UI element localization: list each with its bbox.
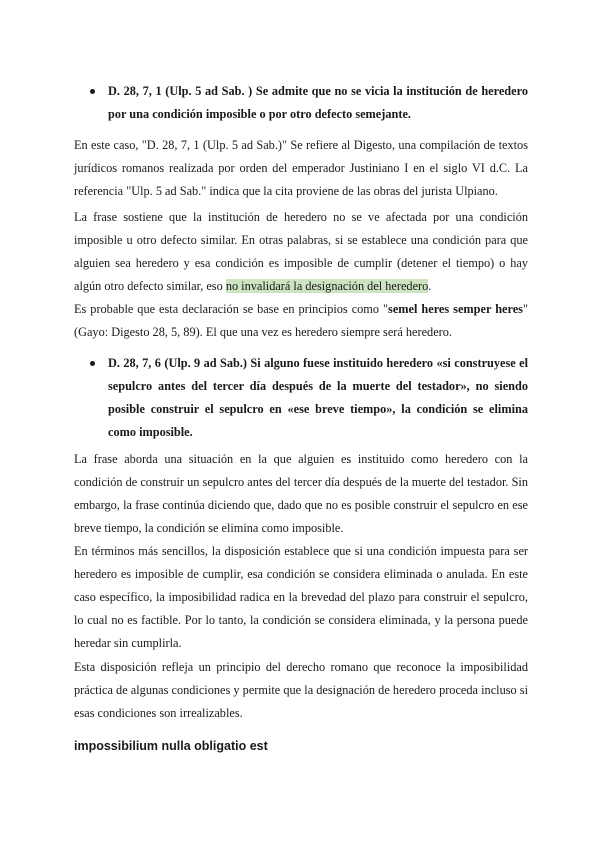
paragraph: En términos más sencillos, la disposición establece que si una condición impuesta para ser heredero es imposible de cumplir, esa condición se considera eliminada o anulada. En este caso específico, la imposibilidad radica en la brevedad del plazo para construir el sepulcro, lo cual no es factible. Por lo tanto, la condición se considera eliminada, y la persona puede heredar sin cumplirla. [74,544,528,650]
paragraph-text: " (Gayo: Digesto 28, 5, 89). El que una vez es heredero siempre será heredero. [74,302,528,339]
paragraph: La frase aborda una situación en la que alguien es instituido como heredero con la condición de construir un sepulcro antes del tercer día después de la muerte del testador. Sin embargo, la frase continúa diciendo que, dado que no es posible construir el sepulcro en ese breve tiempo, la condición se elimina como imposible. [74,452,528,535]
latin-maxim: semel heres semper heres [388,302,523,316]
bullet-text: D. 28, 7, 6 (Ulp. 9 ad Sab.) Si alguno fuese instituido heredero «si construyese el sepulcro antes del tercer día después de la muerte del testador», no siendo posible construir el sepulcro en «ese breve tiempo», la condición se elimina como imposible. [108,356,528,439]
bullet-text: D. 28, 7, 1 (Ulp. 5 ad Sab. ) Se admite que no se vicia la institución de heredero por una condición imposible o por otro defecto semejante. [108,84,528,121]
section-heading: impossibilium nulla obligatio est [74,739,268,753]
highlighted-text: no invalidará la designación del heredero [225,279,429,293]
paragraph-text: Es probable que esta declaración se base en principios como " [74,302,389,316]
paragraph-text: La frase sostiene que la institución de heredero no se ve afectada por una condición imposible u otro defecto similar. En otras palabras, si se establece una condición para que alguien sea heredero y esa condición es imposible de cumplir (detener el tiempo) o hay algún otro defecto similar, eso [74,210,528,293]
paragraph-text: . [428,279,432,293]
paragraph: Esta disposición refleja un principio del derecho romano que reconoce la imposibilidad práctica de algunas condiciones y permite que la designación de heredero proceda incluso si esas condiciones son irrealizables. [74,660,528,720]
bullet-dot-icon [90,361,95,366]
bullet-dot-icon [90,89,95,94]
paragraph [74,298,528,344]
paragraph: En este caso, "D. 28, 7, 1 (Ulp. 5 ad Sab.)" Se refiere al Digesto, una compilación de textos jurídicos romanos realizada por orden del emperador Justiniano I en el siglo VI d.C. La referencia "Ulp. 5 ad Sab." indica que la cita proviene de las obras del jurista Ulpiano. [74,138,528,198]
paragraph [74,206,528,298]
